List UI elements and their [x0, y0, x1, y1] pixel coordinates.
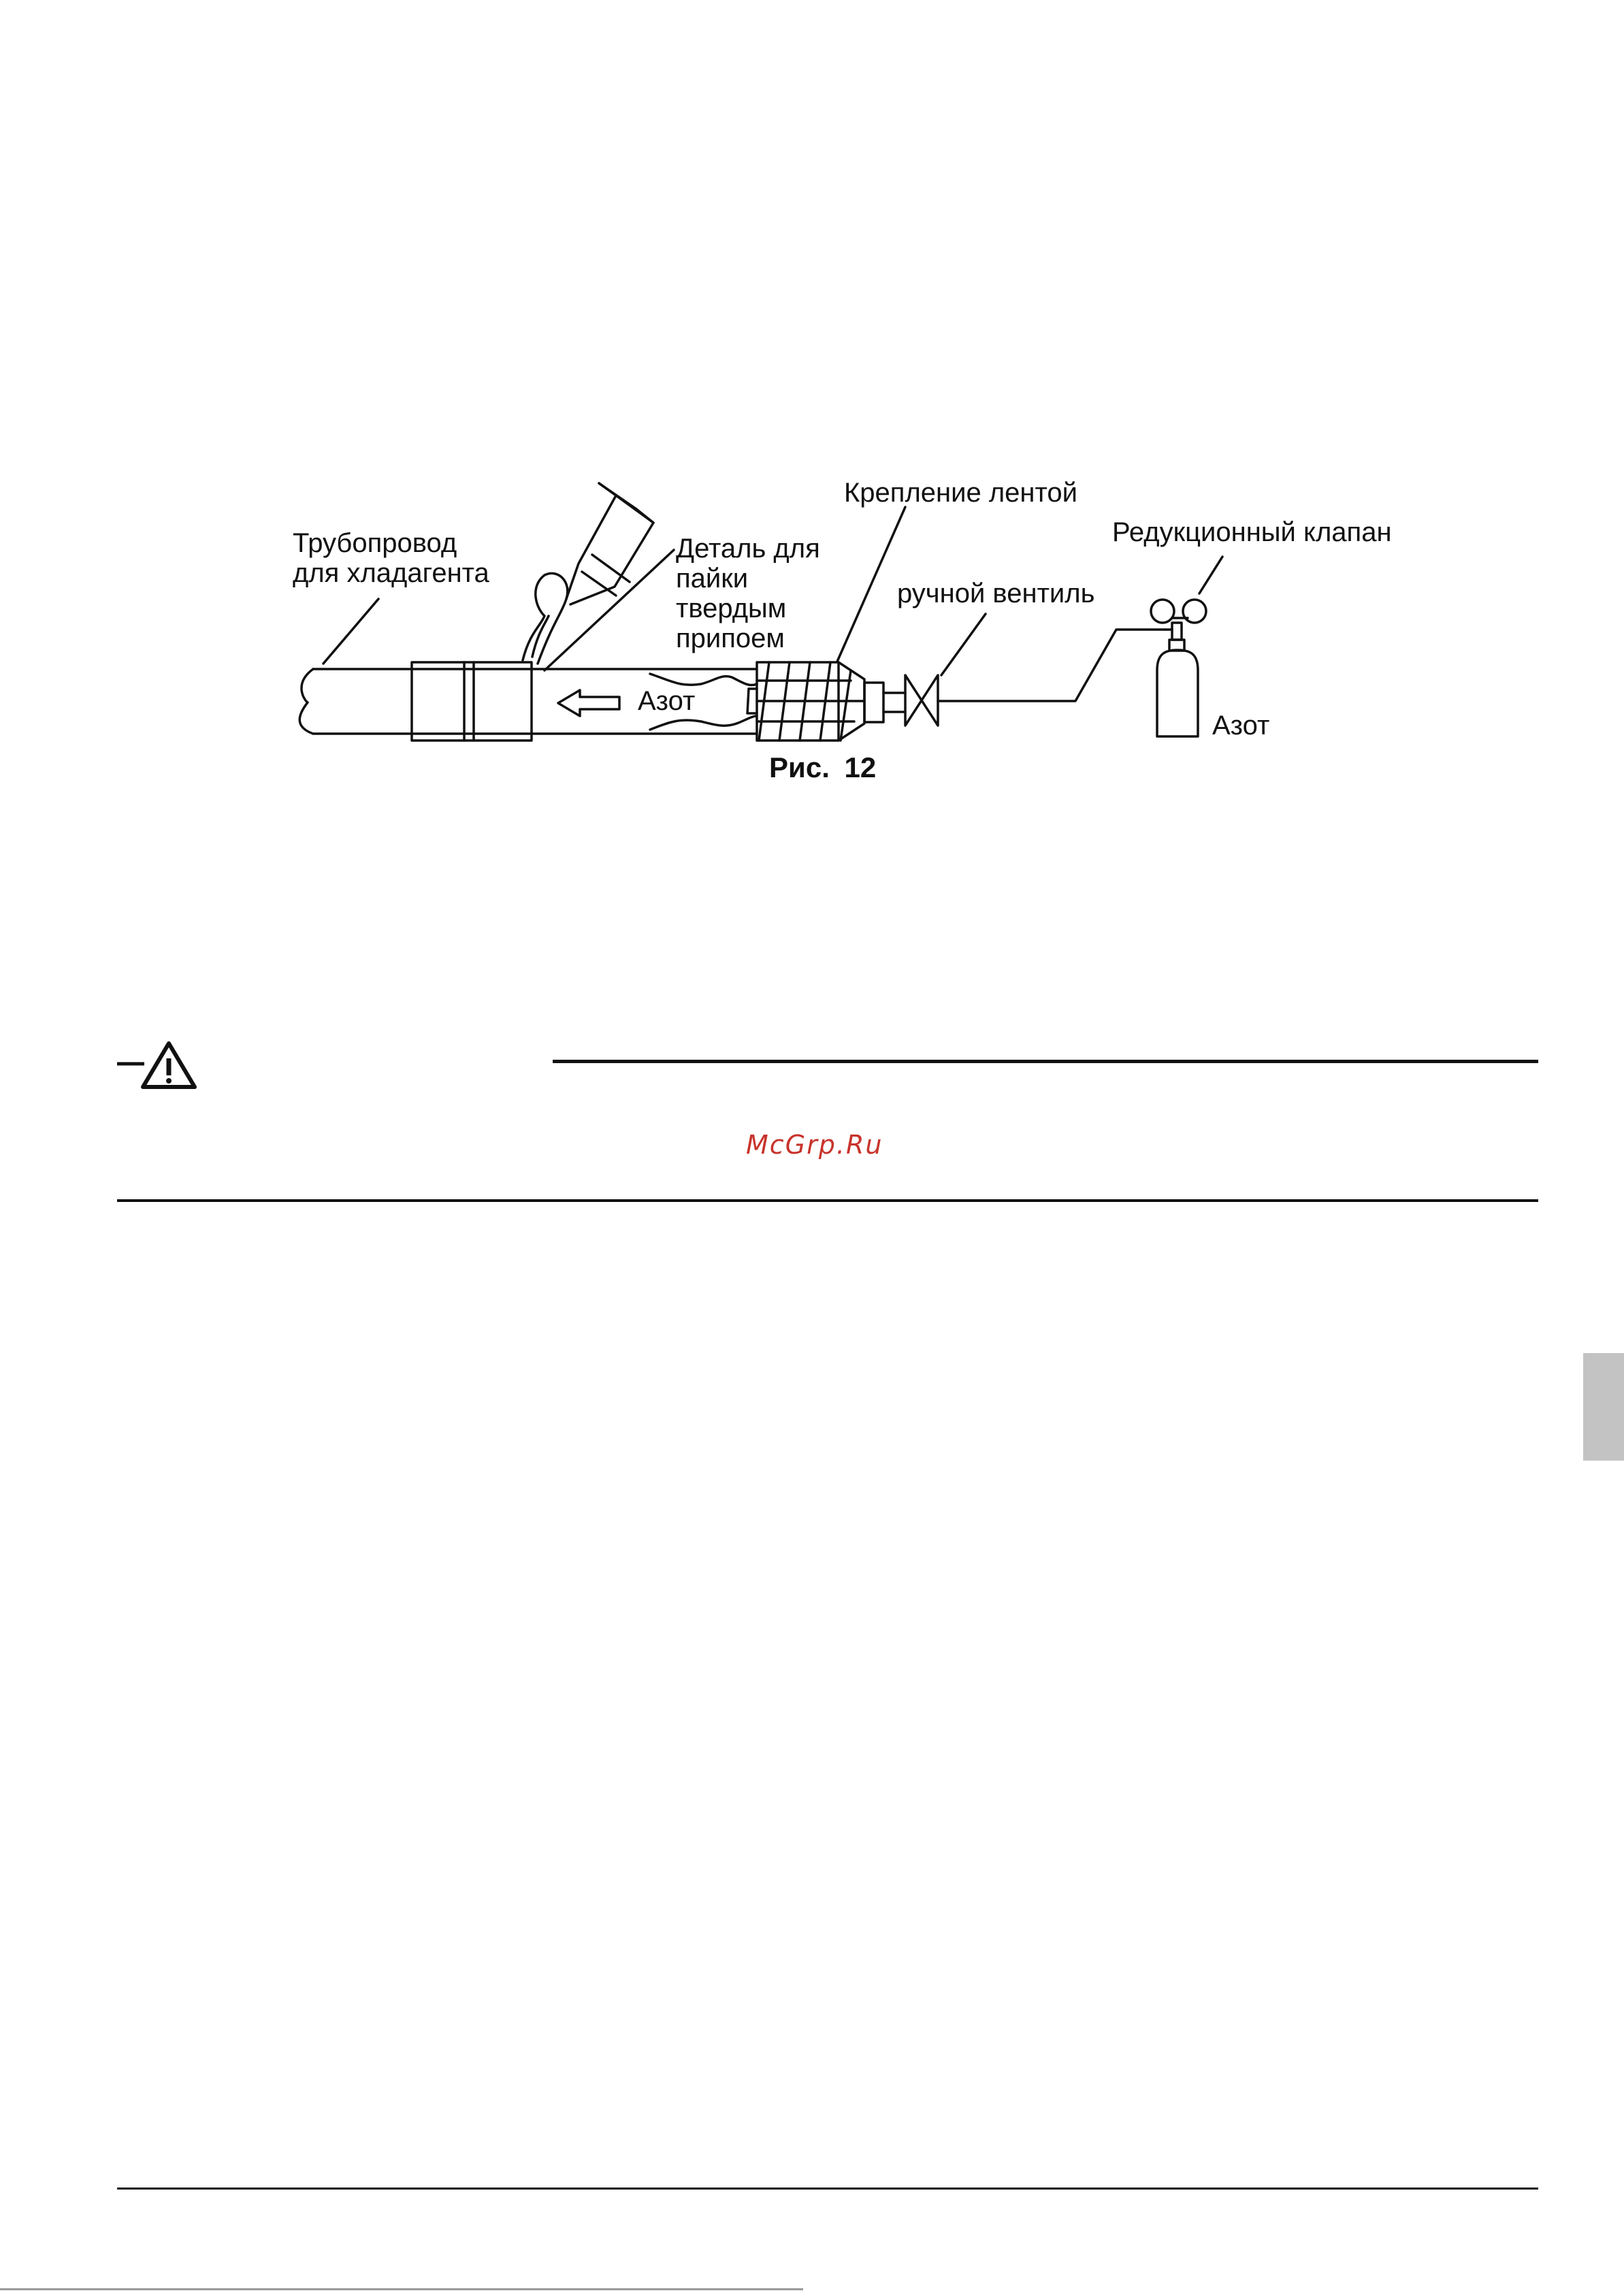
label-manual-valve: ручной вентиль — [897, 579, 1095, 608]
pipeline-leader — [323, 599, 378, 664]
label-reducing-valve: Редукционный клапан — [1112, 517, 1392, 547]
valve-connector — [864, 683, 905, 722]
label-nitrogen-flow: Азот — [638, 686, 696, 716]
brazing-torch — [523, 483, 653, 664]
tape-wrapped-fitting — [747, 662, 864, 741]
label-refrigerant-pipeline: Трубопровод для хладагента — [293, 528, 489, 588]
label-nitrogen-tank: Азот — [1212, 711, 1270, 741]
tape-leader — [837, 507, 905, 662]
warning-footer-rule — [117, 1199, 1538, 1202]
section-tab — [1583, 1353, 1624, 1461]
watermark: McGrp.Ru — [746, 1130, 883, 1160]
scan-edge-artifact — [0, 2288, 803, 2290]
brazing-coupling — [412, 662, 532, 741]
nitrogen-cylinder-icon — [1151, 600, 1206, 736]
manual-valve-leader — [941, 614, 986, 675]
gas-boundary-bottom — [650, 716, 757, 730]
gas-boundary-top — [650, 674, 757, 685]
flow-arrow-icon — [558, 690, 619, 716]
label-tape-fixing: Крепление лентой — [844, 478, 1077, 508]
warning-header-rule — [553, 1060, 1538, 1063]
footer-rule — [117, 2188, 1538, 2190]
figure-caption: Рис. 12 — [769, 751, 877, 783]
warning-triangle-icon — [116, 1038, 204, 1092]
reducing-valve-leader — [1199, 557, 1222, 593]
nitrogen-hose — [938, 630, 1165, 701]
manual-valve-icon — [905, 675, 938, 726]
label-brazing-part: Деталь для пайки твердым припоем — [676, 534, 820, 653]
